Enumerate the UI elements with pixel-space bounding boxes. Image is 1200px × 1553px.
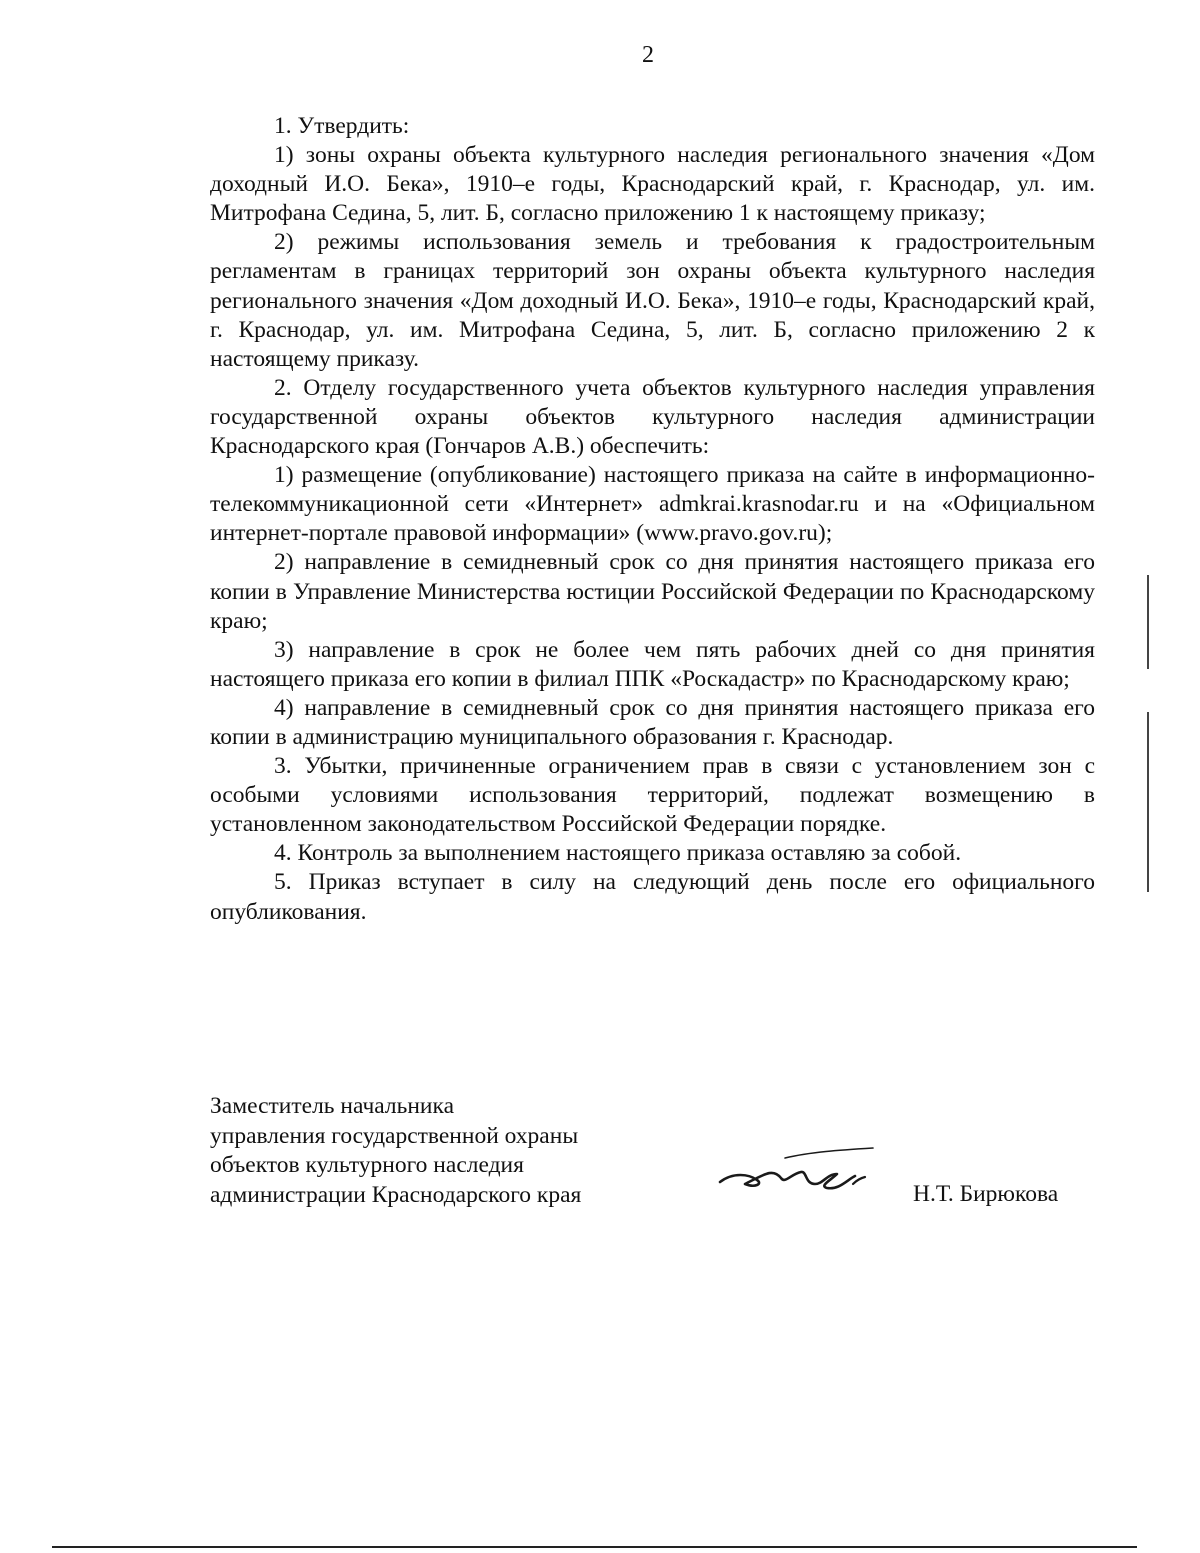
- signature-block: [210, 1092, 1110, 1212]
- paragraph-item-2: 2. Отделу государственного учета объектов культурного наследия управления государственной охраны объектов культурного наследия администрации Краснодарского края (Гончаров А.В.) обеспечить:: [210, 374, 1095, 460]
- signatory-position: [210, 1092, 670, 1210]
- signatory-position-line: управления государственной охраны: [210, 1122, 579, 1149]
- signatory-name: Н.Т. Бирюкова: [913, 1181, 1059, 1207]
- paragraph-subitem-2-1: 1) размещение (опубликование) настоящего приказа на сайте в информационно-телекоммуникационной сети «Интернет» admkrai.krasnodar.ru и на «Официальном интернет-портале правовой информации» (www.pravo.gov.ru);: [210, 462, 1095, 547]
- paragraph-subitem-2-4: 4) направление в семидневный срок со дня принятия настоящего приказа его копии в администрацию муниципального образования г. Краснодар.: [210, 694, 1095, 750]
- page-number: 2: [642, 42, 654, 68]
- paragraph-item-3: 3. Убытки, причиненные ограничением прав в связи с установлением зон с особыми условиями использования территорий, подлежат возмещению в установленном законодательством Российской Федерации порядке.: [210, 753, 1095, 838]
- paragraph-subitem-2-2: 2) направление в семидневный срок со дня принятия настоящего приказа его копии в Управление Министерства юстиции Российской Федерации по Краснодарскому краю;: [210, 549, 1095, 634]
- document-body: [210, 112, 1095, 927]
- signatory-position-line: объектов культурного наследия: [210, 1152, 524, 1178]
- paragraph-item-4: 4. Контроль за выполнением настоящего приказа оставляю за собой.: [274, 840, 962, 867]
- bottom-rule: [52, 1546, 1137, 1548]
- paragraph-item-5: 5. Приказ вступает в силу на следующий день после его официального опубликования.: [210, 869, 1095, 925]
- scan-margin-mark: [1147, 712, 1149, 892]
- signatory-position-line: администрации Краснодарского края: [210, 1181, 582, 1208]
- paragraph-subitem-1-2: 2) режимы использования земель и требования к градостроительным регламентам в границах территорий зон охраны объекта культурного наследия регионального значения «Дом доходный И.О. Бека», 1910–е годы, Краснодарский край, г. Краснодар, ул. им. Митрофана Седина, 5, лит. Б, согласно приложению 2 к настоящему приказу.: [210, 229, 1095, 372]
- paragraph-item-1: 1. Утвердить:: [274, 113, 410, 139]
- paragraph-subitem-1-1: 1) зоны охраны объекта культурного наследия регионального значения «Дом доходный И.О. Бека», 1910–е годы, Краснодарский край, г. Краснодар, ул. им. Митрофана Седина, 5, лит. Б, согласно приложению 1 к настоящему приказу;: [210, 142, 1095, 227]
- handwritten-signature-icon: [715, 1144, 875, 1194]
- paragraph-subitem-2-3: 3) направление в срок не более чем пять рабочих дней со дня принятия настоящего приказа его копии в филиал ППК «Роскадастр» по Краснодарскому краю;: [210, 636, 1095, 692]
- signatory-position-line: Заместитель начальника: [210, 1093, 454, 1119]
- scan-margin-mark: [1147, 575, 1149, 669]
